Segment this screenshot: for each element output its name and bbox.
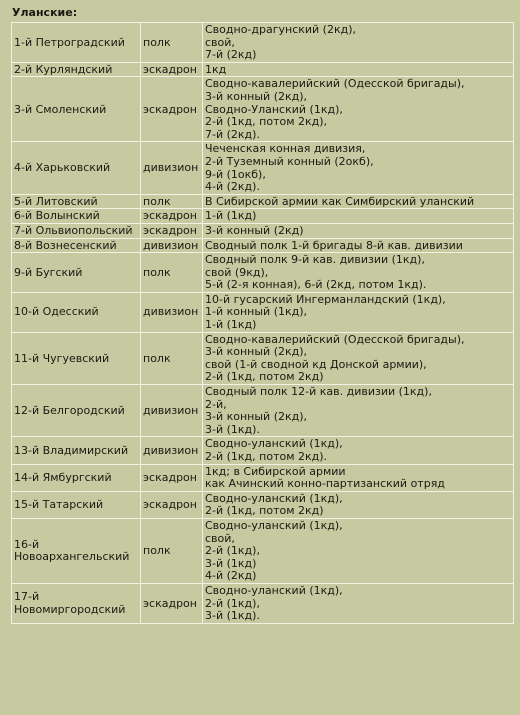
notes-cell	[203, 437, 514, 464]
table-row	[12, 142, 514, 194]
note-line: Сводно-драгунский (2кд),	[205, 23, 357, 36]
note-line: 2-й (1кд, потом 2кд),	[205, 115, 328, 129]
note-line: 2-й (1кд, потом 2кд)	[205, 504, 324, 518]
table-row	[12, 437, 514, 464]
note-line: 3-й конный (2кд),	[205, 89, 308, 103]
unit-type: дивизион	[143, 403, 199, 417]
unit-type-cell	[141, 437, 203, 464]
unit-type: полк	[143, 265, 171, 279]
unit-type: дивизион	[143, 238, 199, 252]
note-line: 2-й (1кд),	[205, 544, 260, 558]
regiment-name: Новомиргородский	[14, 602, 126, 616]
regiment-name: 15-й Татарский	[14, 498, 104, 512]
note-line: Сводно-кавалерийский (Одесской бригады),	[205, 332, 465, 346]
regiment-name-cell	[12, 253, 141, 293]
regiment-name-cell	[12, 332, 141, 384]
regiment-name: 3-й Смоленский	[14, 102, 107, 116]
regiment-name: 13-й Владимирский	[14, 443, 129, 457]
unit-type-cell	[141, 194, 203, 209]
note-line: свой,	[205, 531, 235, 545]
regiment-name-cell	[12, 142, 141, 194]
regiment-name-cell	[12, 385, 141, 437]
unit-type: эскадрон	[143, 102, 197, 116]
table-row	[12, 518, 514, 583]
table-row	[12, 238, 514, 253]
note-line: свой (1-й сводной кд Донской армии),	[205, 357, 427, 371]
regiment-name: 6-й Волынский	[14, 209, 100, 223]
unit-type-cell	[141, 332, 203, 384]
unit-type-cell	[141, 142, 203, 194]
notes-cell	[203, 142, 514, 194]
table-row	[12, 23, 514, 63]
regiment-name: 8-й Вознесенский	[14, 238, 117, 252]
notes-cell	[203, 518, 514, 583]
notes-cell	[203, 464, 514, 491]
note-line: Сводный полк 1-й бригады 8-й кав. дивизии	[205, 238, 463, 252]
note-line: 1-й (1кд)	[205, 209, 257, 223]
note-line: 1кд	[205, 62, 227, 76]
regiment-name-cell	[12, 194, 141, 209]
unit-type: эскадрон	[143, 209, 197, 223]
table-row	[12, 194, 514, 209]
notes-cell	[203, 385, 514, 437]
unit-type: дивизион	[143, 443, 199, 457]
note-line: 2-й,	[205, 397, 227, 411]
regiment-name-cell	[12, 437, 141, 464]
regiment-name-cell	[12, 292, 141, 332]
regiment-name: 7-й Ольвиопольский	[14, 223, 133, 237]
note-line: 7-й (2кд)	[205, 48, 257, 62]
notes-cell	[203, 238, 514, 253]
notes-cell	[203, 62, 514, 77]
notes-cell	[203, 332, 514, 384]
notes-cell	[203, 491, 514, 518]
note-line: 3-й конный (2кд)	[205, 223, 304, 237]
note-line: 4-й (2кд).	[205, 180, 260, 194]
unit-type: эскадрон	[143, 62, 197, 76]
regiment-name: 2-й Курляндский	[14, 62, 113, 76]
unit-type-cell	[141, 385, 203, 437]
table-row	[12, 385, 514, 437]
note-line: Сводно-уланский (1кд),	[205, 491, 343, 505]
note-line: Сводно-Уланский (1кд),	[205, 102, 343, 116]
regiment-name-cell	[12, 209, 141, 224]
note-line: 2-й Туземный конный (2окб),	[205, 154, 374, 168]
note-line: 3-й (1кд).	[205, 609, 260, 623]
table-row	[12, 77, 514, 142]
note-line: 3-й конный (2кд),	[205, 410, 308, 424]
regiment-name: 17-й	[14, 590, 40, 604]
note-line: 10-й гусарский Ингерманландский (1кд),	[205, 292, 446, 306]
regiment-name: 4-й Харьковский	[14, 161, 111, 175]
unit-type: полк	[143, 351, 171, 365]
regiment-name: Новоархангельский	[14, 550, 130, 564]
note-line: Сводно-уланский (1кд),	[205, 583, 343, 597]
regiment-name-cell	[12, 223, 141, 238]
note-line: В Сибирской армии как Симбирский уланский	[205, 194, 475, 208]
note-line: Сводно-уланский (1кд),	[205, 518, 343, 532]
note-line: 1-й (1кд)	[205, 318, 257, 332]
regiment-name-cell	[12, 518, 141, 583]
note-line: Сводный полк 12-й кав. дивизии (1кд),	[205, 385, 432, 399]
note-line: Сводный полк 9-й кав. дивизии (1кд),	[205, 253, 425, 267]
note-line: 1кд; в Сибирской армии	[205, 464, 346, 478]
unit-type-cell	[141, 583, 203, 623]
notes-cell	[203, 583, 514, 623]
table-row	[12, 253, 514, 293]
note-line: 4-й (2кд)	[205, 569, 257, 583]
unit-type-cell	[141, 238, 203, 253]
note-line: Чеченская конная дивизия,	[205, 142, 366, 156]
unit-type-cell	[141, 209, 203, 224]
regiment-name: 9-й Бугский	[14, 265, 83, 279]
table-row	[12, 464, 514, 491]
unit-type: дивизион	[143, 161, 199, 175]
note-line: 2-й (1кд, потом 2кд)	[205, 370, 324, 384]
unit-type-cell	[141, 518, 203, 583]
note-line: 3-й (1кд).	[205, 422, 260, 436]
unit-type-cell	[141, 23, 203, 63]
regiment-name: 14-й Ямбургский	[14, 470, 112, 484]
notes-cell	[203, 209, 514, 224]
notes-cell	[203, 194, 514, 209]
unit-type-cell	[141, 292, 203, 332]
note-line: 5-й (2-я конная), 6-й (2кд, потом 1кд).	[205, 278, 427, 292]
regiment-name: 10-й Одесский	[14, 305, 99, 319]
unit-type-cell	[141, 253, 203, 293]
regiment-name-cell	[12, 62, 141, 77]
unit-type: эскадрон	[143, 498, 197, 512]
unit-type-cell	[141, 223, 203, 238]
regiment-name-cell	[12, 491, 141, 518]
note-line: Сводно-кавалерийский (Одесской бригады),	[205, 77, 465, 91]
notes-cell	[203, 223, 514, 238]
notes-cell	[203, 292, 514, 332]
unit-type: полк	[143, 35, 171, 49]
table-row	[12, 332, 514, 384]
unit-type: полк	[143, 194, 171, 208]
note-line: 9-й (1окб),	[205, 167, 266, 181]
note-line: 3-й конный (2кд),	[205, 345, 308, 359]
regiment-name-cell	[12, 464, 141, 491]
regiment-name-cell	[12, 238, 141, 253]
regiment-name-cell	[12, 77, 141, 142]
regiments-table	[11, 22, 514, 624]
regiments-table-body	[12, 23, 514, 624]
section-heading: Уланские:	[12, 6, 78, 19]
note-line: 7-й (2кд).	[205, 127, 260, 141]
regiment-name: 16-й	[14, 537, 40, 551]
regiment-name-cell	[12, 583, 141, 623]
table-row	[12, 62, 514, 77]
note-line: 2-й (1кд, потом 2кд).	[205, 450, 328, 463]
note-line: Сводно-уланский (1кд),	[205, 437, 343, 451]
unit-type: дивизион	[143, 305, 199, 319]
note-line: 1-й конный (1кд),	[205, 305, 308, 319]
regiment-name: 5-й Литовский	[14, 194, 98, 208]
note-line: свой,	[205, 35, 235, 49]
unit-type-cell	[141, 491, 203, 518]
note-line: как Ачинский конно-партизанский отряд	[205, 477, 445, 491]
unit-type-cell	[141, 62, 203, 77]
table-row	[12, 209, 514, 224]
regiment-name: 1-й Петроградский	[14, 35, 125, 49]
table-row	[12, 292, 514, 332]
unit-type: эскадрон	[143, 223, 197, 237]
notes-cell	[203, 77, 514, 142]
regiment-name-cell	[12, 23, 141, 63]
note-line: 3-й (1кд)	[205, 556, 257, 570]
unit-type: полк	[143, 544, 171, 558]
regiment-name: 12-й Белгородский	[14, 403, 125, 417]
note-line: свой (9кд),	[205, 265, 269, 279]
unit-type: эскадрон	[143, 470, 197, 484]
notes-cell	[203, 253, 514, 293]
regiment-name: 11-й Чугуевский	[14, 351, 110, 365]
table-row	[12, 223, 514, 238]
unit-type: эскадрон	[143, 596, 197, 610]
notes-cell	[203, 23, 514, 63]
table-row	[12, 491, 514, 518]
unit-type-cell	[141, 464, 203, 491]
table-row	[12, 583, 514, 623]
unit-type-cell	[141, 77, 203, 142]
note-line: 2-й (1кд),	[205, 596, 260, 610]
